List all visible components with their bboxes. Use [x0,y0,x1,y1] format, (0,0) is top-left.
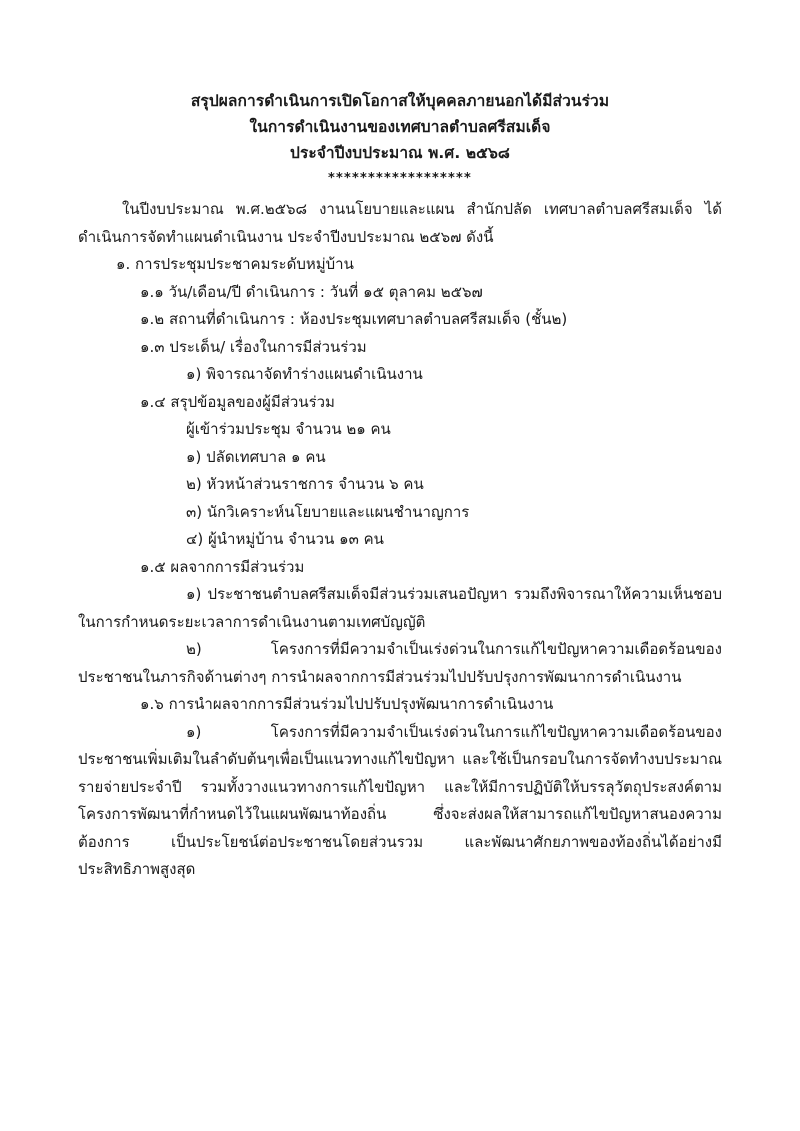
item-1-4-sub-1: ๑) ปลัดเทศบาล ๑ คน [186,447,326,466]
item-1-6-sub-1: ๑) โครงการที่มีความจำเป็นเร่งด่วนในการแก้ไขปัญหาความเดือดร้อนของประชาชนเพิ่มเติมในลำดับต้นๆเพื่อเป็นแนวทางแก้ไขปัญหา และใช้เป็นกรอบในการจัดทำงบประมาณรายจ่ายประจำปี รวมทั้งวางแนวทางการแก้ไขปัญหา และให้มีการปฏิบัติให้บรรลุวัตถุประสงค์ตามโครงการพัฒนาที่กำหนดไว้ในแผนพัฒนาท้องถิ่น ซึ่งจะส่งผลให้สามารถแก้ไขปัญหาสนองความต้องการ เป็นประโยชน์ต่อประชาชนโดยส่วนรวม และพัฒนาศักยภาพของท้องถิ่นได้อย่างมีประสิทธิภาพสูงสุด [78,722,722,878]
item-1-4-sub-3: ๓) นักวิเคราะห์นโยบายและแผนชำนาญการ [186,502,470,521]
section-1-heading: ๑. การประชุมประชาคมระดับหมู่บ้าน [116,255,354,273]
item-1-4-sub-4: ๔) ผู้นำหมู่บ้าน จำนวน ๑๓ คน [186,530,384,548]
title-line-1: สรุปผลการดำเนินการเปิดโอกาสให้บุคคลภายนอกได้มีส่วนร่วม [190,92,610,110]
item-1-4-sub-2: ๒) หัวหน้าส่วนราชการ จำนวน ๖ คน [186,475,424,493]
item-1-5: ๑.๕ ผลจากการมีส่วนร่วม [140,557,305,576]
item-1-4: ๑.๔ สรุปข้อมูลของผู้มีส่วนร่วม [140,392,335,411]
title-line-3: ประจำปีงบประมาณ พ.ศ. ๒๕๖๘ [290,144,510,162]
item-1-3: ๑.๓ ประเด็น/ เรื่องในการมีส่วนร่วม [140,337,367,356]
item-1-1: ๑.๑ วัน/เดือน/ปี ดำเนินการ : วันที่ ๑๕ ตุลาคม ๒๕๖๗ [140,282,483,301]
item-1-5-sub-1: ๑) ประชาชนตำบลศรีสมเด็จมีส่วนร่วมเสนอปัญหา รวมถึงพิจารณาให้ความเห็นชอบในการกำหนดระยะเวลาการดำเนินงานตามเทศบัญญัติ [78,585,722,631]
title-line-2: ในการดำเนินงานของเทศบาลตำบลศรีสมเด็จ [249,118,551,136]
item-1-3-sub-1: ๑) พิจารณาจัดทำร่างแผนดำเนินงาน [186,365,423,383]
title-divider-asterisks: ****************** [328,171,472,186]
document-body [78,196,722,884]
item-1-2: ๑.๒ สถานที่ดำเนินการ : ห้องประชุมเทศบาลตำบลศรีสมเด็จ (ชั้น๒) [140,310,568,328]
item-1-6: ๑.๖ การนำผลจากการมีส่วนร่วมไปปรับปรุงพัฒนาการดำเนินงาน [140,695,554,713]
intro-paragraph: ในปีงบประมาณ พ.ศ.๒๕๖๘ งานนโยบายและแผน สำนักปลัด เทศบาลตำบลศรีสมเด็จ ได้ดำเนินการจัดทำแผนดำเนินงาน ประจำปีงบประมาณ ๒๕๖๗ ดังนี้ [78,200,722,246]
page-title [78,88,722,166]
item-1-5-sub-2: ๒) โครงการที่มีความจำเป็นเร่งด่วนในการแก้ไขปัญหาความเดือดร้อนของประชาชนในภารกิจด้านต่างๆ การนำผลจากการมีส่วนร่วมไปปรับปรุงการพัฒนาการดำเนินงาน [78,640,722,686]
item-1-4-lead: ผู้เข้าร่วมประชุม จำนวน ๒๑ คน [186,420,391,438]
